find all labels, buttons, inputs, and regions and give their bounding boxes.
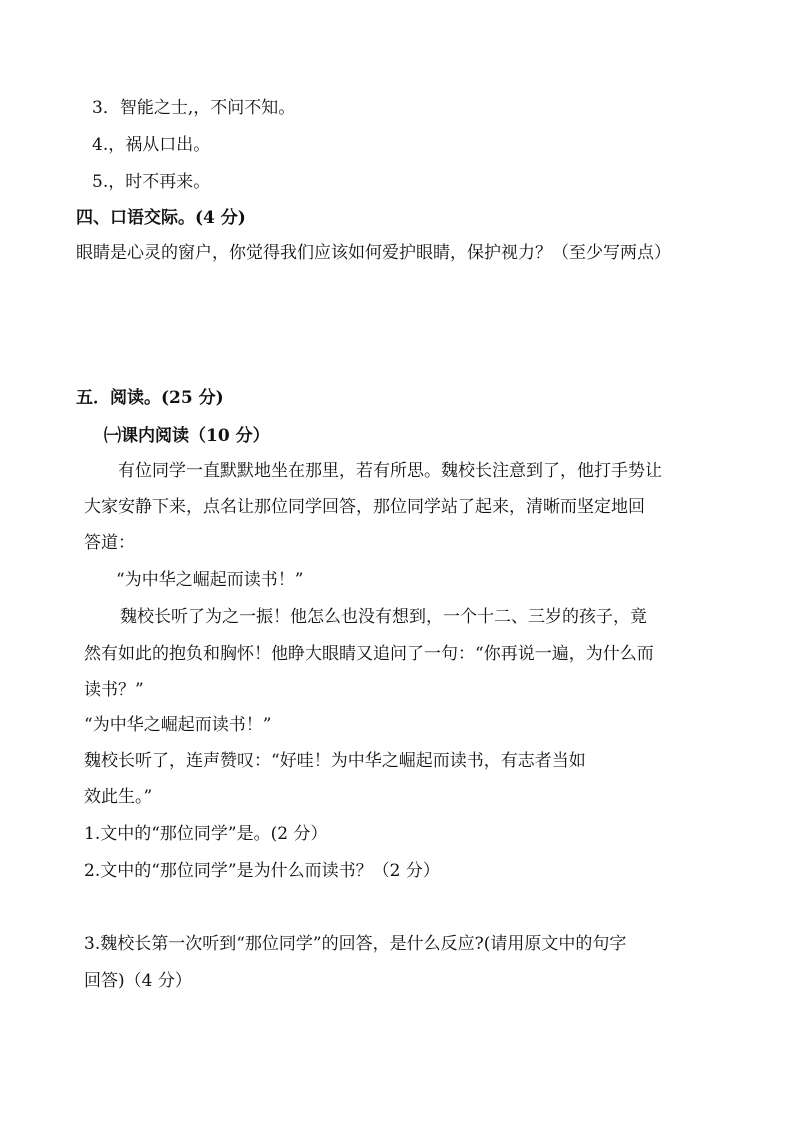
passage-line: 答道：	[84, 533, 135, 553]
passage-line: 读书？”	[84, 680, 144, 700]
passage-line: 有位同学一直默默地坐在那里，若有所思。魏校长注意到了，他打手势让	[118, 461, 662, 481]
passage-line: 大家安静下来，点名让那位同学回答，那位同学站了起来，清晰而坚定地回	[84, 497, 645, 517]
fill-in-item-3: 3．智能之士,，不问不知。	[92, 98, 296, 118]
section-5-heading: 五．阅读。(25 分)	[76, 388, 224, 408]
passage-line: 魏校长听了为之一振！他怎么也没有想到，一个十二、三岁的孩子，竟	[120, 607, 647, 627]
section-5-subheading: ㈠课内阅读（10 分）	[104, 426, 270, 446]
fill-in-item-4: 4.，祸从口出。	[92, 135, 211, 155]
passage-line: 然有如此的抱负和胸怀！他睁大眼睛又追问了一句：“你再说一遍，为什么而	[84, 644, 654, 664]
section-4-heading: 四、口语交际。(4 分)	[76, 208, 246, 228]
question-3: 3.魏校长第一次听到“那位同学”的回答，是什么反应?(请用原文中的句字	[84, 934, 627, 954]
passage-line: “为中华之崛起而读书！”	[116, 570, 304, 590]
fill-in-item-5: 5.，时不再来。	[92, 172, 211, 192]
section-4-question: 眼睛是心灵的窗户，你觉得我们应该如何爱护眼睛，保护视力？（至少写两点）	[76, 243, 671, 263]
question-1: 1.文中的“那位同学”是。(2 分）	[84, 824, 328, 844]
question-3-continued: 回答)（4 分）	[84, 971, 192, 991]
passage-line: “为中华之崛起而读书！”	[84, 715, 272, 735]
passage-line: 魏校长听了，连声赞叹：“好哇！为中华之崛起而读书，有志者当如	[84, 751, 586, 771]
passage-line: 效此生。”	[84, 787, 153, 807]
question-2: 2.文中的“那位同学”是为什么而读书？（2 分）	[84, 861, 440, 881]
